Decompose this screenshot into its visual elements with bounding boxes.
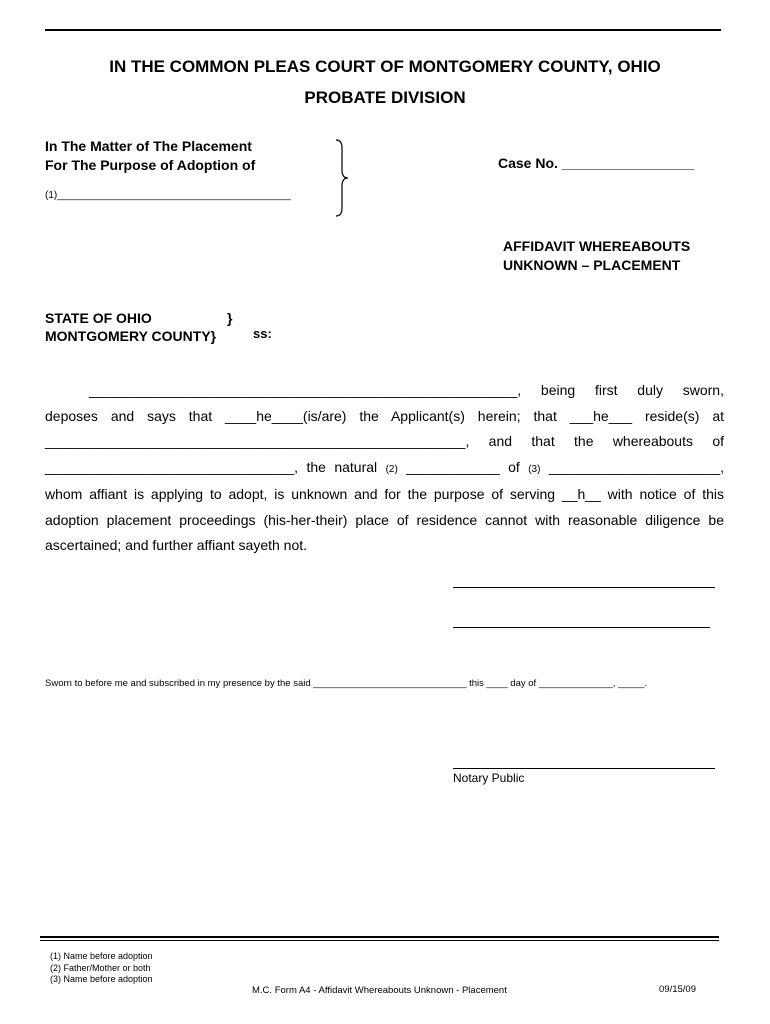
body-line-4-part-a: ________________________________, the natural — [45, 458, 378, 475]
venue-state: STATE OF OHIO — [45, 310, 152, 326]
matter-line-1: In The Matter of The Placement — [45, 138, 252, 154]
footnote-3: (3) Name before adoption — [50, 974, 153, 984]
body-line-2[interactable]: deposes and says that ____he____(is/are) the Applicant(s) herein; that ___he___ reside(s) at — [45, 407, 724, 424]
body-line-4-part-b: ____________ of — [406, 458, 520, 475]
footer-rule-thin — [40, 940, 719, 941]
matter-line-2: For The Purpose of Adoption of — [45, 157, 256, 173]
notary-label: Notary Public — [453, 771, 525, 785]
venue-county: MONTGOMERY COUNTY} — [45, 328, 217, 344]
matter-caption — [45, 137, 255, 175]
affiant-signature-line-1[interactable] — [453, 587, 715, 588]
venue-brace: } — [227, 310, 233, 326]
affiant-signature-line-2[interactable] — [453, 627, 710, 628]
case-number-field[interactable]: Case No. _________________ — [498, 155, 695, 171]
division-heading: PROBATE DIVISION — [304, 88, 466, 107]
footnote-1: (1) Name before adoption — [50, 951, 153, 961]
footnotes — [50, 951, 153, 986]
venue-block — [45, 309, 233, 345]
affidavit-body — [45, 378, 724, 559]
document-title-line-1: AFFIDAVIT WHEREABOUTS — [503, 238, 691, 254]
court-heading: IN THE COMMON PLEAS COURT OF MONTGOMERY COUNTY, OHIO — [109, 57, 661, 76]
body-line-3[interactable]: ______________________________________________________, and that the whereabouts of — [45, 433, 724, 449]
form-name: M.C. Form A4 - Affidavit Whereabouts Unknown - Placement — [252, 985, 507, 996]
caption-brace-icon — [330, 138, 354, 218]
body-line-4-part-c: ______________________, — [548, 458, 725, 475]
body-line-1[interactable]: _______________________________________________________, being first duly sworn, — [89, 382, 724, 398]
adoptee-name-field[interactable]: (1)__________________________________________ — [45, 190, 291, 201]
body-line-5[interactable]: whom affiant is applying to adopt, is unknown and for the purpose of serving __h__ with notice of this — [45, 486, 724, 502]
body-line-6: adoption placement proceedings (his-her-their) place of residence cannot with reasonable diligence be — [45, 511, 724, 528]
venue-ss: ss: — [253, 326, 272, 341]
form-date: 09/15/09 — [659, 984, 696, 995]
notary-signature-line[interactable] — [453, 768, 715, 769]
footer-rule-thick — [40, 936, 719, 938]
note-ref-3: (3) — [528, 463, 541, 475]
document-title-line-2: UNKNOWN – PLACEMENT — [503, 257, 681, 273]
footnote-2: (2) Father/Mother or both — [50, 962, 151, 973]
top-rule — [45, 29, 721, 31]
body-line-7: ascertained; and further affiant sayeth not. — [45, 537, 308, 553]
document-title — [503, 237, 690, 275]
jurat-text[interactable]: Sworn to before me and subscribed in my presence by the said _____________________________ this ____ day of ______________, _____. — [45, 678, 648, 689]
note-ref-2: (2) — [385, 463, 398, 475]
body-line-4[interactable] — [45, 455, 724, 483]
